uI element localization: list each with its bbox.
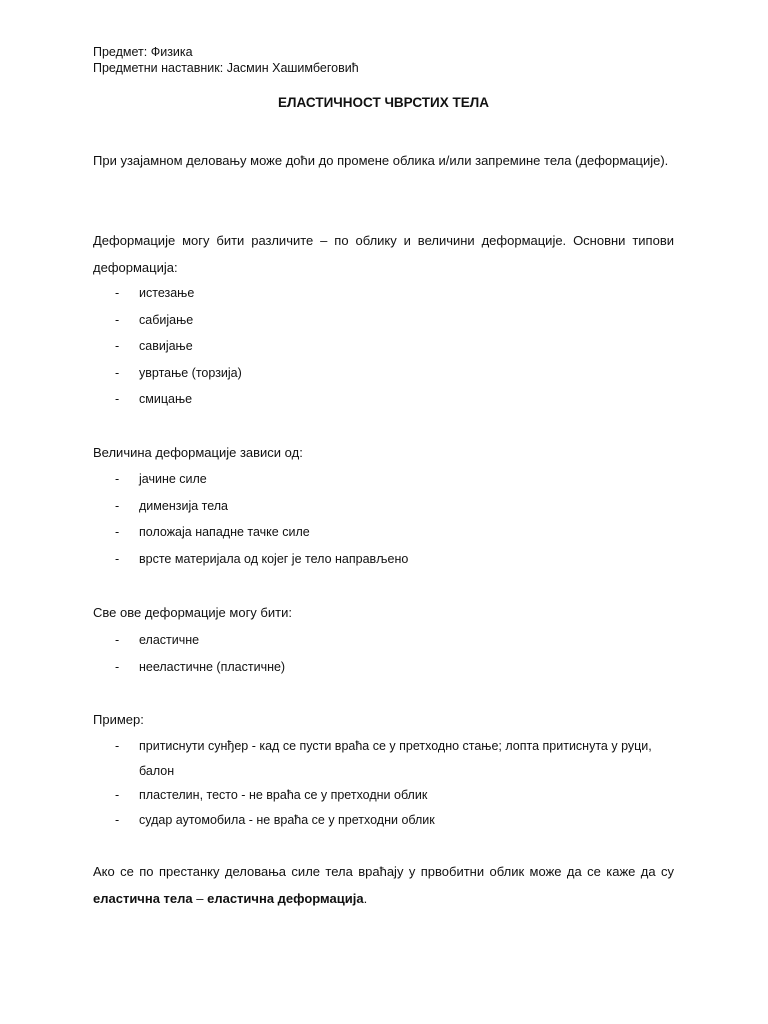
conclusion-paragraph: Ако се по престанку деловања силе тела враћају у првобитни облик може да се каже да су еластична тела – еластична деформација.: [93, 864, 674, 906]
bullet-dash: -: [115, 812, 120, 827]
kinds-label: Све ове деформације могу бити:: [93, 605, 292, 620]
document-title: ЕЛАСТИЧНОСТ ЧВРСТИХ ТЕЛА: [278, 95, 489, 110]
list-item: - нееластичне (пластичне): [93, 654, 674, 681]
list-item: - увртање (торзија): [93, 360, 674, 387]
list-item: - притиснути сунђер - кад се пусти враћа се у претходно стање; лопта притиснута у руци, балон: [93, 734, 674, 783]
list-item: - пластелин, тесто - не враћа се у претходни облик: [93, 783, 674, 808]
list-item: - димензија тела: [93, 493, 674, 520]
types-paragraph: Деформације могу бити различите – по облику и величини деформације. Основни типови деформација:: [93, 233, 674, 275]
list-item: - судар аутомобила - не враћа се у претходни облик: [93, 808, 674, 833]
intro-paragraph: При узајамном деловању може доћи до промене облика и/или запремине тела (деформације).: [93, 153, 669, 168]
bullet-dash: -: [115, 551, 120, 566]
bullet-dash: -: [115, 286, 120, 300]
bullet-dash: -: [115, 788, 120, 802]
examples-list: [93, 734, 674, 832]
examples-label: Пример:: [93, 712, 144, 727]
kinds-list: [93, 627, 674, 680]
bullet-dash: -: [115, 498, 120, 513]
subject-line: Предмет: Физика: [93, 45, 193, 59]
bullet-dash: -: [115, 739, 120, 753]
depends-label: Величина деформације зависи од:: [93, 445, 303, 460]
elastic-bodies-term: еластична тела: [93, 891, 193, 906]
teacher-line: Предметни наставник: Јасмин Хашимбеговић: [93, 61, 359, 75]
bullet-dash: -: [115, 312, 120, 327]
bullet-dash: -: [115, 525, 120, 539]
list-item: - смицање: [93, 386, 674, 413]
bullet-dash: -: [115, 339, 120, 353]
elastic-deformation-term: еластична деформација: [207, 891, 364, 906]
bullet-dash: -: [115, 365, 120, 380]
list-item: - јачине силе: [93, 466, 674, 493]
list-item: - еластичне: [93, 627, 674, 654]
types-list: [93, 280, 674, 413]
depends-list: [93, 466, 674, 572]
list-item: - савијање: [93, 333, 674, 360]
list-item: - врсте материјала од којег је тело направљено: [93, 546, 674, 573]
list-item: - истезање: [93, 280, 674, 307]
bullet-dash: -: [115, 659, 120, 674]
bullet-dash: -: [115, 392, 120, 406]
list-item: - положаја нападне тачке силе: [93, 519, 674, 546]
bullet-dash: -: [115, 633, 120, 647]
list-item: - сабијање: [93, 307, 674, 334]
bullet-dash: -: [115, 472, 120, 486]
